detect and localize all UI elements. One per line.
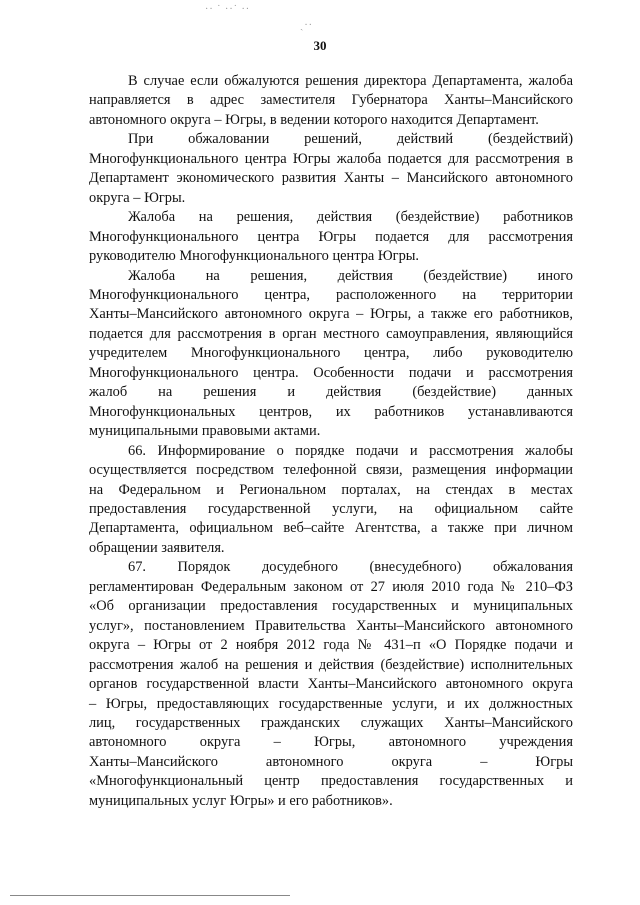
text-line: Многофункционального центра Югры подается для рассмотрения [89, 228, 573, 245]
text-line: муниципальных услуг Югры» и его работников». [89, 792, 393, 809]
text-line: автономного округа – Югры, автономного учреждения [89, 734, 573, 751]
text-line: 67. Порядок досудебного (внесудебного) обжалования [128, 559, 573, 576]
text-line: рассмотрения жалоб на решения и действия (бездействие) исполнительных [89, 656, 573, 673]
text-line: Многофункционального центра, расположенного на территории [89, 286, 573, 303]
text-line: округа – Югры. [89, 189, 186, 206]
text-line: «Многофункциональный центр предоставления государственных и [89, 773, 573, 790]
text-line: Ханты–Мансийского автономного округа – Югры, а также его работников, [89, 306, 573, 323]
text-line: услуг», постановлением Правительства Ханты–Мансийского автономного [89, 617, 573, 634]
text-line: – Югры, предоставляющих государственные услуги, и их должностных [89, 695, 573, 712]
text-line: При обжаловании решений, действий (бездействий) [128, 131, 573, 148]
text-line: Многофункционального центра. Особенности подачи и рассмотрения [89, 364, 573, 381]
text-line: на Федеральном и Региональном порталах, на стендах в местах [89, 481, 573, 498]
text-line: органов государственной власти Ханты–Мансийского автономного округа [89, 676, 573, 693]
text-line: муниципальными правовыми актами. [89, 423, 321, 440]
text-line: Департамент экономического развития Ханты – Мансийского автономного [89, 170, 573, 187]
paragraph [89, 558, 573, 811]
text-line: «Об организации предоставления государственных и муниципальных [89, 598, 573, 615]
text-line: руководителю Многофункционального центра Югры. [89, 248, 420, 265]
page-number: 30 [313, 38, 327, 53]
page-bottom-rule [10, 895, 290, 896]
text-line: предоставления государственной услуги, на официальном сайте [89, 500, 573, 517]
paragraph [89, 208, 573, 266]
text-line: Многофункциональных центров, их работников устанавливаются [89, 403, 573, 420]
text-line: Жалоба на решения, действия (бездействие) работников [128, 209, 573, 226]
paragraph [89, 130, 573, 208]
scan-artifact: ˎ·· [300, 20, 313, 31]
text-line: обращении заявителя. [89, 539, 225, 556]
text-line: регламентирован Федеральным законом от 27 июля 2010 года № 210–ФЗ [89, 578, 573, 595]
text-line: Ханты–Мансийского автономного округа – Югры [89, 753, 573, 770]
text-line: направляется в адрес заместителя Губернатора Ханты–Мансийского [89, 92, 573, 109]
text-line: автономного округа – Югры, в ведении которого находится Департамент. [89, 111, 539, 128]
text-line: осуществляется посредством телефонной связи, размещения информации [89, 462, 573, 479]
text-line: округа – Югры от 2 ноября 2012 года № 431–п «О Порядке подачи и [89, 637, 573, 654]
text-line: подается для рассмотрения в орган местного самоуправления, являющийся [89, 325, 573, 342]
text-line: лиц, государственных гражданских служащих Ханты–Мансийского [89, 714, 573, 731]
text-line: Жалоба на решения, действия (бездействие) иного [128, 267, 573, 284]
text-line: Многофункционального центра Югры жалоба подается для рассмотрения в [89, 150, 573, 167]
text-line: 66. Информирование о порядке подачи и рассмотрения жалобы [128, 442, 573, 459]
text-line: В случае если обжалуются решения директора Департамента, жалоба [128, 73, 573, 89]
text-line: жалоб на решения и действия (бездействие) данных [89, 384, 573, 401]
document-body [89, 72, 573, 811]
paragraph [89, 72, 573, 130]
scan-artifact: ·· ˙ ··˙ ·· [205, 4, 251, 15]
paragraph [89, 267, 573, 442]
paragraph [89, 442, 573, 559]
text-line: учредителем Многофункционального центра, либо руководителю [89, 345, 573, 362]
text-line: Департамента, официальном веб–сайте Агентства, а также при личном [89, 520, 573, 537]
